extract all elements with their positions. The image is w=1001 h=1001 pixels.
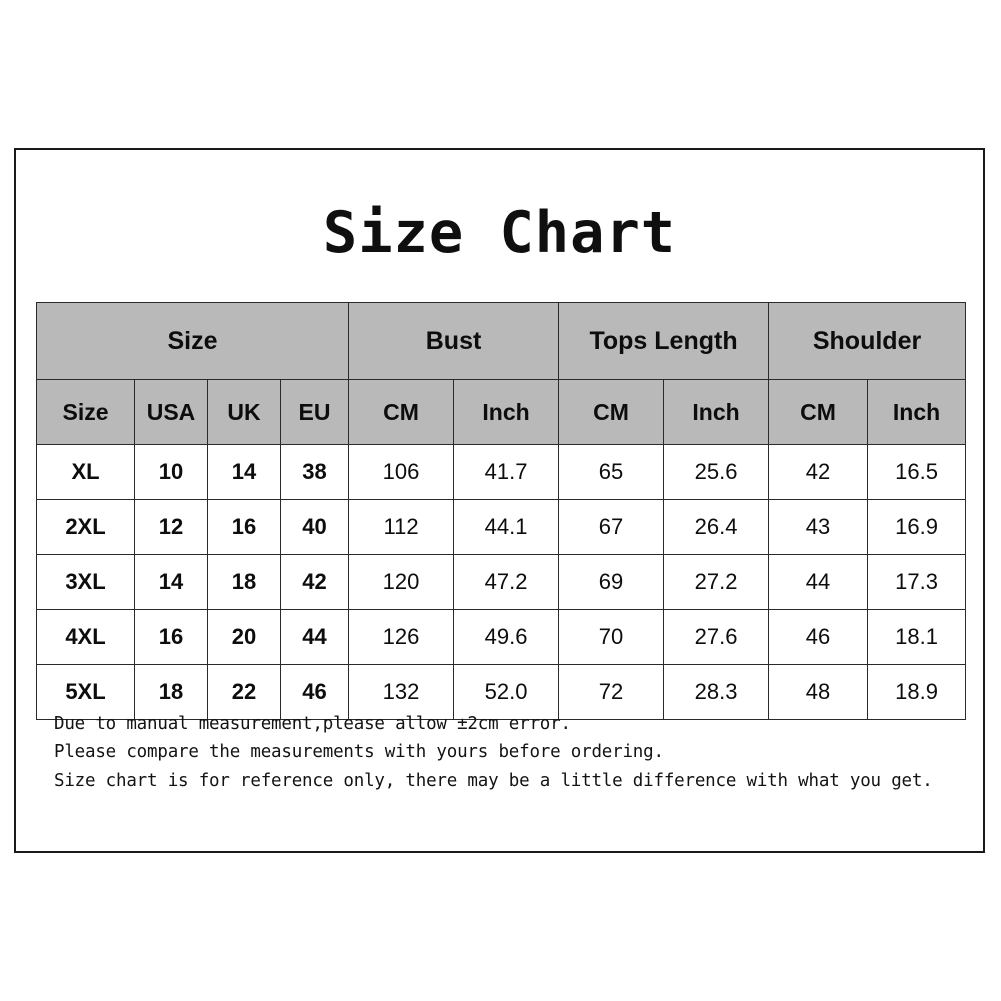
cell-tops-inch: 27.6	[664, 610, 769, 665]
cell-shoulder-cm: 44	[769, 555, 868, 610]
cell-shoulder-cm: 43	[769, 500, 868, 555]
note-line-2: Please compare the measurements with yours before ordering.	[54, 742, 664, 763]
cell-tops-inch: 26.4	[664, 500, 769, 555]
column-header-tops-cm: CM	[559, 380, 664, 445]
cell-shoulder-inch: 18.9	[868, 665, 966, 720]
cell-usa: 12	[135, 500, 208, 555]
table-row	[37, 445, 966, 500]
cell-size: 5XL	[37, 665, 135, 720]
cell-usa: 10	[135, 445, 208, 500]
cell-uk: 22	[208, 665, 281, 720]
group-header-shoulder: Shoulder	[769, 303, 966, 380]
group-header-row	[37, 303, 966, 380]
cell-bust-inch: 44.1	[454, 500, 559, 555]
column-header-usa: USA	[135, 380, 208, 445]
cell-tops-inch: 27.2	[664, 555, 769, 610]
column-header-eu: EU	[281, 380, 349, 445]
cell-usa: 18	[135, 665, 208, 720]
cell-tops-cm: 65	[559, 445, 664, 500]
table-body	[37, 445, 966, 720]
cell-bust-cm: 106	[349, 445, 454, 500]
column-header-size: Size	[37, 380, 135, 445]
column-header-bust-inch: Inch	[454, 380, 559, 445]
cell-shoulder-inch: 16.5	[868, 445, 966, 500]
cell-eu: 46	[281, 665, 349, 720]
cell-shoulder-inch: 18.1	[868, 610, 966, 665]
group-header-tops-length: Tops Length	[559, 303, 769, 380]
column-header-tops-inch: Inch	[664, 380, 769, 445]
cell-tops-cm: 67	[559, 500, 664, 555]
size-table-wrapper	[36, 302, 965, 720]
table-row	[37, 500, 966, 555]
cell-usa: 16	[135, 610, 208, 665]
group-header-size: Size	[37, 303, 349, 380]
cell-shoulder-inch: 16.9	[868, 500, 966, 555]
cell-size: XL	[37, 445, 135, 500]
table-row	[37, 555, 966, 610]
cell-shoulder-cm: 46	[769, 610, 868, 665]
cell-uk: 20	[208, 610, 281, 665]
cell-size: 2XL	[37, 500, 135, 555]
column-header-bust-cm: CM	[349, 380, 454, 445]
cell-bust-inch: 52.0	[454, 665, 559, 720]
cell-shoulder-cm: 48	[769, 665, 868, 720]
note-line-3: Size chart is for reference only, there may be a little difference with what you get.	[54, 770, 933, 791]
cell-shoulder-cm: 42	[769, 445, 868, 500]
cell-eu: 40	[281, 500, 349, 555]
cell-uk: 18	[208, 555, 281, 610]
cell-bust-inch: 47.2	[454, 555, 559, 610]
cell-bust-cm: 120	[349, 555, 454, 610]
column-header-row	[37, 380, 966, 445]
notes-block	[54, 710, 964, 795]
cell-bust-inch: 41.7	[454, 445, 559, 500]
column-header-shoulder-inch: Inch	[868, 380, 966, 445]
cell-bust-cm: 112	[349, 500, 454, 555]
cell-tops-inch: 28.3	[664, 665, 769, 720]
cell-shoulder-inch: 17.3	[868, 555, 966, 610]
cell-eu: 42	[281, 555, 349, 610]
cell-tops-cm: 69	[559, 555, 664, 610]
group-header-bust: Bust	[349, 303, 559, 380]
note-line-1: Due to manual measurement,please allow ±2cm error.	[54, 714, 571, 734]
cell-uk: 16	[208, 500, 281, 555]
page-title: Size Chart	[322, 200, 677, 266]
table-head	[37, 303, 966, 445]
table-row	[37, 610, 966, 665]
cell-bust-cm: 132	[349, 665, 454, 720]
cell-tops-cm: 70	[559, 610, 664, 665]
cell-eu: 38	[281, 445, 349, 500]
cell-size: 4XL	[37, 610, 135, 665]
cell-eu: 44	[281, 610, 349, 665]
column-header-uk: UK	[208, 380, 281, 445]
cell-bust-cm: 126	[349, 610, 454, 665]
cell-size: 3XL	[37, 555, 135, 610]
size-table	[36, 302, 966, 720]
column-header-shoulder-cm: CM	[769, 380, 868, 445]
cell-usa: 14	[135, 555, 208, 610]
cell-bust-inch: 49.6	[454, 610, 559, 665]
cell-uk: 14	[208, 445, 281, 500]
cell-tops-inch: 25.6	[664, 445, 769, 500]
size-chart-card	[14, 148, 985, 853]
cell-tops-cm: 72	[559, 665, 664, 720]
